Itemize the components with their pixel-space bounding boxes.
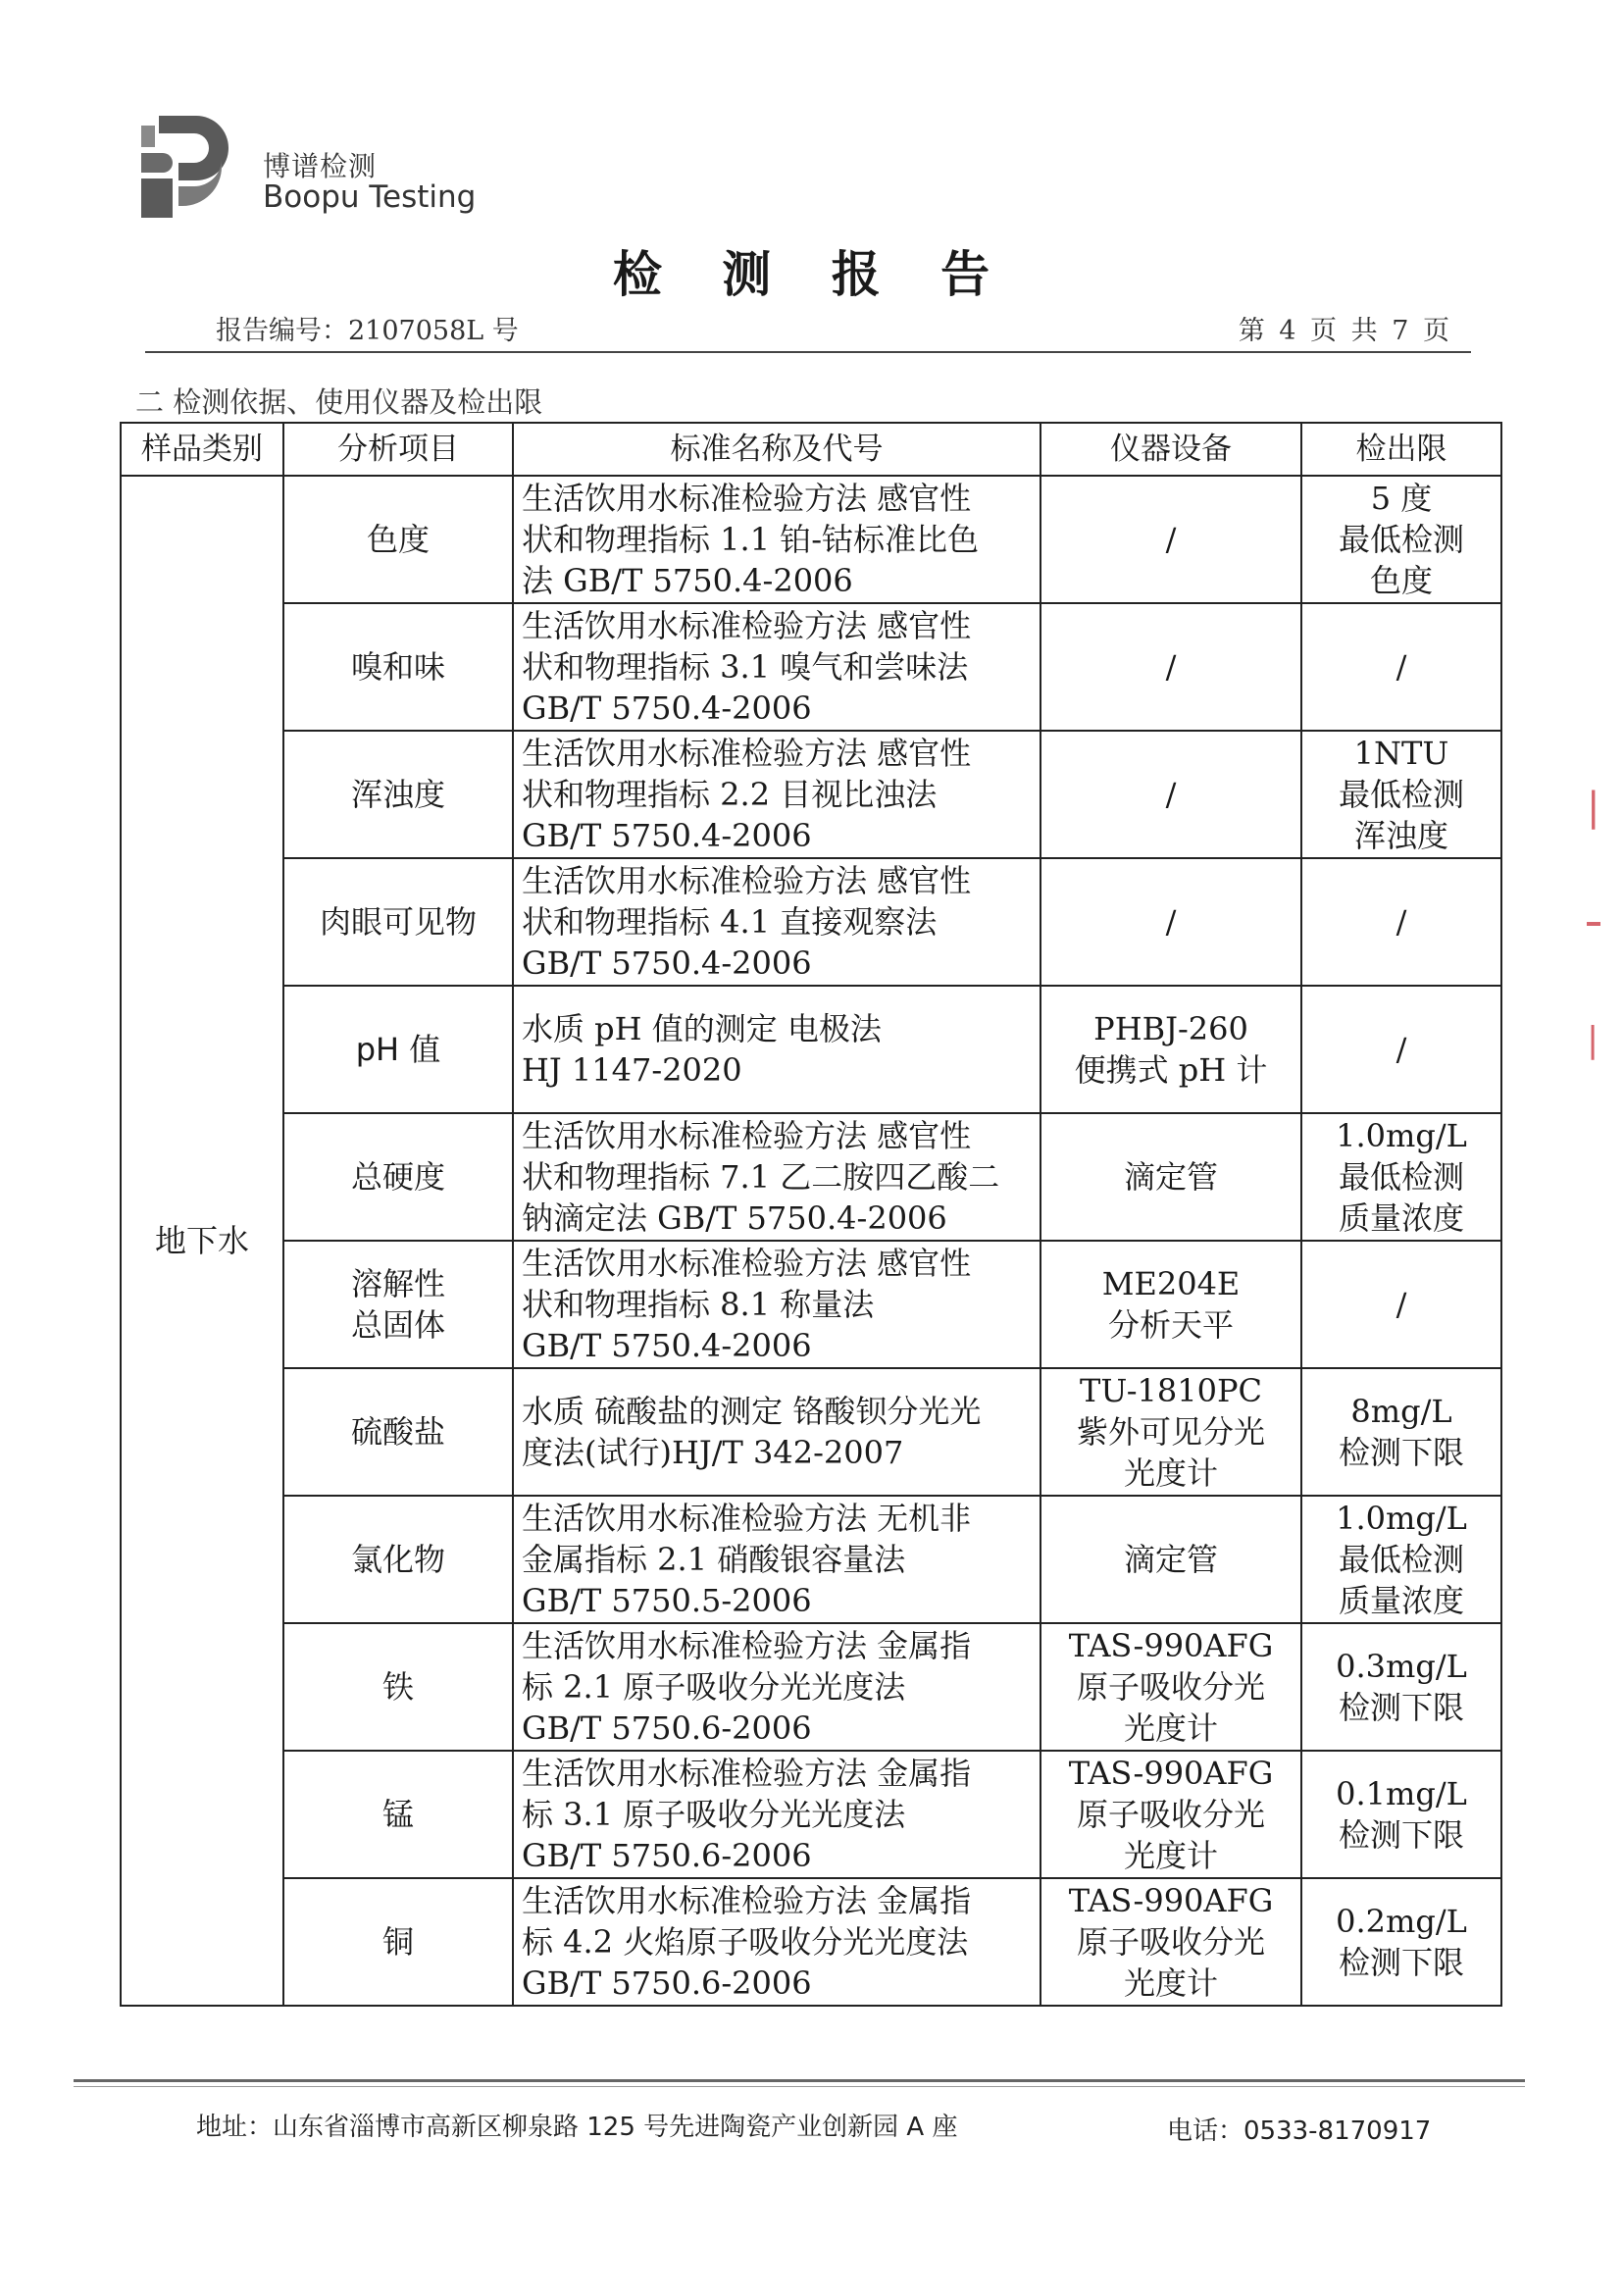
footer-address: 地址：山东省淄博市高新区柳泉路 125 号先进陶瓷产业创新园 A 座 xyxy=(196,2113,958,2142)
table-row xyxy=(121,986,1501,1113)
table-row xyxy=(121,476,1501,603)
standard-cell: 生活饮用水标准检验方法 感官性 状和物理指标 1.1 铂-钴标准比色 法 GB/T 5750.4-2006 xyxy=(513,476,1040,603)
limit-cell: 8mg/L 检测下限 xyxy=(1301,1368,1501,1496)
limit-cell: / xyxy=(1301,858,1501,986)
limit-cell: 0.2mg/L 检测下限 xyxy=(1301,1878,1501,2006)
brand-name-cn: 博谱检测 xyxy=(263,150,378,182)
table-row xyxy=(121,1368,1501,1496)
instrument-cell: TAS-990AFG 原子吸收分光 光度计 xyxy=(1040,1751,1301,1878)
seam-stamp-fragment: | xyxy=(1587,1020,1599,1060)
standard-cell: 水质 pH 值的测定 电极法 HJ 1147-2020 xyxy=(513,986,1040,1113)
limit-cell: 5 度 最低检测 色度 xyxy=(1301,476,1501,603)
item-cell: 硫酸盐 xyxy=(283,1368,513,1496)
section-title: 二 检测依据、使用仪器及检出限 xyxy=(135,385,543,419)
page-number: 第 4 页 共 7 页 xyxy=(1238,316,1449,346)
document-title: 检 测 报 告 xyxy=(612,245,1012,303)
instrument-cell: / xyxy=(1040,858,1301,986)
table-row xyxy=(121,731,1501,858)
limit-cell: 1.0mg/L 最低检测 质量浓度 xyxy=(1301,1496,1501,1623)
item-cell: 溶解性 总固体 xyxy=(283,1241,513,1368)
header-instrument: 仪器设备 xyxy=(1040,423,1301,476)
table-row xyxy=(121,603,1501,731)
table-row xyxy=(121,1241,1501,1368)
report-number: 报告编号：2107058L 号 xyxy=(216,316,519,346)
item-cell: 肉眼可见物 xyxy=(283,858,513,986)
limit-cell: 0.3mg/L 检测下限 xyxy=(1301,1623,1501,1751)
header-divider xyxy=(145,351,1471,353)
instrument-cell: 滴定管 xyxy=(1040,1496,1301,1623)
instrument-cell: TU-1810PC 紫外可见分光 光度计 xyxy=(1040,1368,1301,1496)
table-row xyxy=(121,858,1501,986)
seam-stamp-fragment: | xyxy=(1587,785,1600,830)
table-row xyxy=(121,1751,1501,1878)
instrument-cell: / xyxy=(1040,603,1301,731)
item-cell: 氯化物 xyxy=(283,1496,513,1623)
instrument-cell: / xyxy=(1040,476,1301,603)
footer-divider xyxy=(74,2079,1525,2082)
table-header-row xyxy=(121,423,1501,476)
instrument-cell: TAS-990AFG 原子吸收分光 光度计 xyxy=(1040,1878,1301,2006)
footer-divider-thin xyxy=(74,2086,1525,2087)
instrument-cell: TAS-990AFG 原子吸收分光 光度计 xyxy=(1040,1623,1301,1751)
method-table xyxy=(120,422,1502,2007)
header-sample-category: 样品类别 xyxy=(121,423,283,476)
boopu-p-logo-icon xyxy=(137,108,230,221)
instrument-cell: / xyxy=(1040,731,1301,858)
table-row xyxy=(121,1878,1501,2006)
standard-cell: 生活饮用水标准检验方法 感官性 状和物理指标 4.1 直接观察法 GB/T 5750.4-2006 xyxy=(513,858,1040,986)
item-cell: 铁 xyxy=(283,1623,513,1751)
item-cell: 总硬度 xyxy=(283,1113,513,1241)
standard-cell: 生活饮用水标准检验方法 金属指 标 3.1 原子吸收分光光度法 GB/T 5750.6-2006 xyxy=(513,1751,1040,1878)
header-analysis-item: 分析项目 xyxy=(283,423,513,476)
instrument-cell: 滴定管 xyxy=(1040,1113,1301,1241)
item-cell: 嗅和味 xyxy=(283,603,513,731)
limit-cell: 1NTU 最低检测 浑浊度 xyxy=(1301,731,1501,858)
standard-cell: 生活饮用水标准检验方法 金属指 标 2.1 原子吸收分光光度法 GB/T 5750.6-2006 xyxy=(513,1623,1040,1751)
table-row xyxy=(121,1623,1501,1751)
standard-cell: 生活饮用水标准检验方法 感官性 状和物理指标 2.2 目视比浊法 GB/T 5750.4-2006 xyxy=(513,731,1040,858)
standard-cell: 水质 硫酸盐的测定 铬酸钡分光光 度法(试行)HJ/T 342-2007 xyxy=(513,1368,1040,1496)
item-cell: 铜 xyxy=(283,1878,513,2006)
standard-cell: 生活饮用水标准检验方法 无机非 金属指标 2.1 硝酸银容量法 GB/T 5750.5-2006 xyxy=(513,1496,1040,1623)
limit-cell: / xyxy=(1301,1241,1501,1368)
limit-cell: / xyxy=(1301,603,1501,731)
table-row xyxy=(121,1496,1501,1623)
brand-name-en: Boopu Testing xyxy=(263,179,477,215)
header-detection-limit: 检出限 xyxy=(1301,423,1501,476)
instrument-cell: PHBJ-260 便携式 pH 计 xyxy=(1040,986,1301,1113)
standard-cell: 生活饮用水标准检验方法 感官性 状和物理指标 7.1 乙二胺四乙酸二 钠滴定法 GB/T 5750.4-2006 xyxy=(513,1113,1040,1241)
standard-cell: 生活饮用水标准检验方法 感官性 状和物理指标 3.1 嗅气和尝味法 GB/T 5750.4-2006 xyxy=(513,603,1040,731)
item-cell: 浑浊度 xyxy=(283,731,513,858)
instrument-cell: ME204E 分析天平 xyxy=(1040,1241,1301,1368)
item-cell: pH 值 xyxy=(283,986,513,1113)
limit-cell: 1.0mg/L 最低检测 质量浓度 xyxy=(1301,1113,1501,1241)
item-cell: 锰 xyxy=(283,1751,513,1878)
header-standard: 标准名称及代号 xyxy=(513,423,1040,476)
sample-category-cell: 地下水 xyxy=(121,476,283,2006)
standard-cell: 生活饮用水标准检验方法 金属指 标 4.2 火焰原子吸收分光光度法 GB/T 5750.6-2006 xyxy=(513,1878,1040,2006)
limit-cell: 0.1mg/L 检测下限 xyxy=(1301,1751,1501,1878)
footer-phone: 电话：0533-8170917 xyxy=(1167,2116,1432,2146)
table-row xyxy=(121,1113,1501,1241)
item-cell: 色度 xyxy=(283,476,513,603)
standard-cell: 生活饮用水标准检验方法 感官性 状和物理指标 8.1 称量法 GB/T 5750.4-2006 xyxy=(513,1241,1040,1368)
limit-cell: / xyxy=(1301,986,1501,1113)
seam-stamp-fragment xyxy=(1587,922,1600,965)
